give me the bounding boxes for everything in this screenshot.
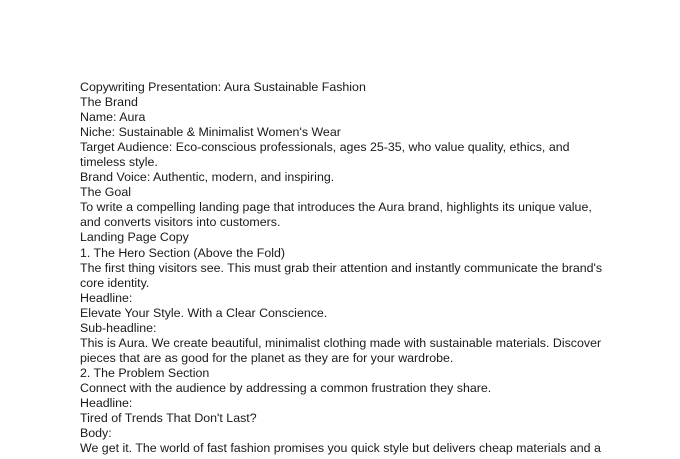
text-line: Elevate Your Style. With a Clear Conscience. (80, 305, 328, 320)
text-line: Name: Aura (80, 110, 146, 125)
label-line: Headline: (80, 290, 133, 305)
text-line: Connect with the audience by addressing a common frustration they share. (80, 380, 492, 395)
text-line: We get it. The world of fast fashion promises you quick style but delivers cheap materials and a (80, 441, 601, 456)
text-line: The first thing visitors see. This must grab their attention and instantly communicate the brand's (80, 260, 603, 275)
text-line: This is Aura. We create beautiful, minimalist clothing made with sustainable materials. Discover (80, 335, 602, 350)
label-line: Sub-headline: (80, 320, 157, 335)
text-line: Brand Voice: Authentic, modern, and inspiring. (80, 170, 335, 185)
text-line: and converts visitors into customers. (80, 215, 281, 230)
subsection-heading: 1. The Hero Section (Above the Fold) (80, 245, 286, 260)
section-heading: The Goal (80, 185, 131, 200)
text-line: timeless style. (80, 155, 158, 170)
label-line: Headline: (80, 395, 133, 410)
text-line: Niche: Sustainable & Minimalist Women's Wear (80, 125, 341, 140)
label-line: Body: (80, 426, 112, 441)
document-title: Copywriting Presentation: Aura Sustainable Fashion (80, 80, 366, 94)
section-heading: Landing Page Copy (80, 230, 189, 245)
subsection-heading: 2. The Problem Section (80, 365, 210, 380)
text-line: core identity. (80, 275, 150, 290)
document-body (80, 80, 610, 456)
text-line: pieces that are as good for the planet as they are for your wardrobe. (80, 350, 454, 365)
section-heading: The Brand (80, 95, 138, 110)
text-line: To write a compelling landing page that introduces the Aura brand, highlights its unique value, (80, 200, 592, 215)
text-line: Tired of Trends That Don't Last? (80, 411, 257, 426)
text-line: Target Audience: Eco-conscious professionals, ages 25-35, who value quality, ethics, and (80, 140, 570, 155)
